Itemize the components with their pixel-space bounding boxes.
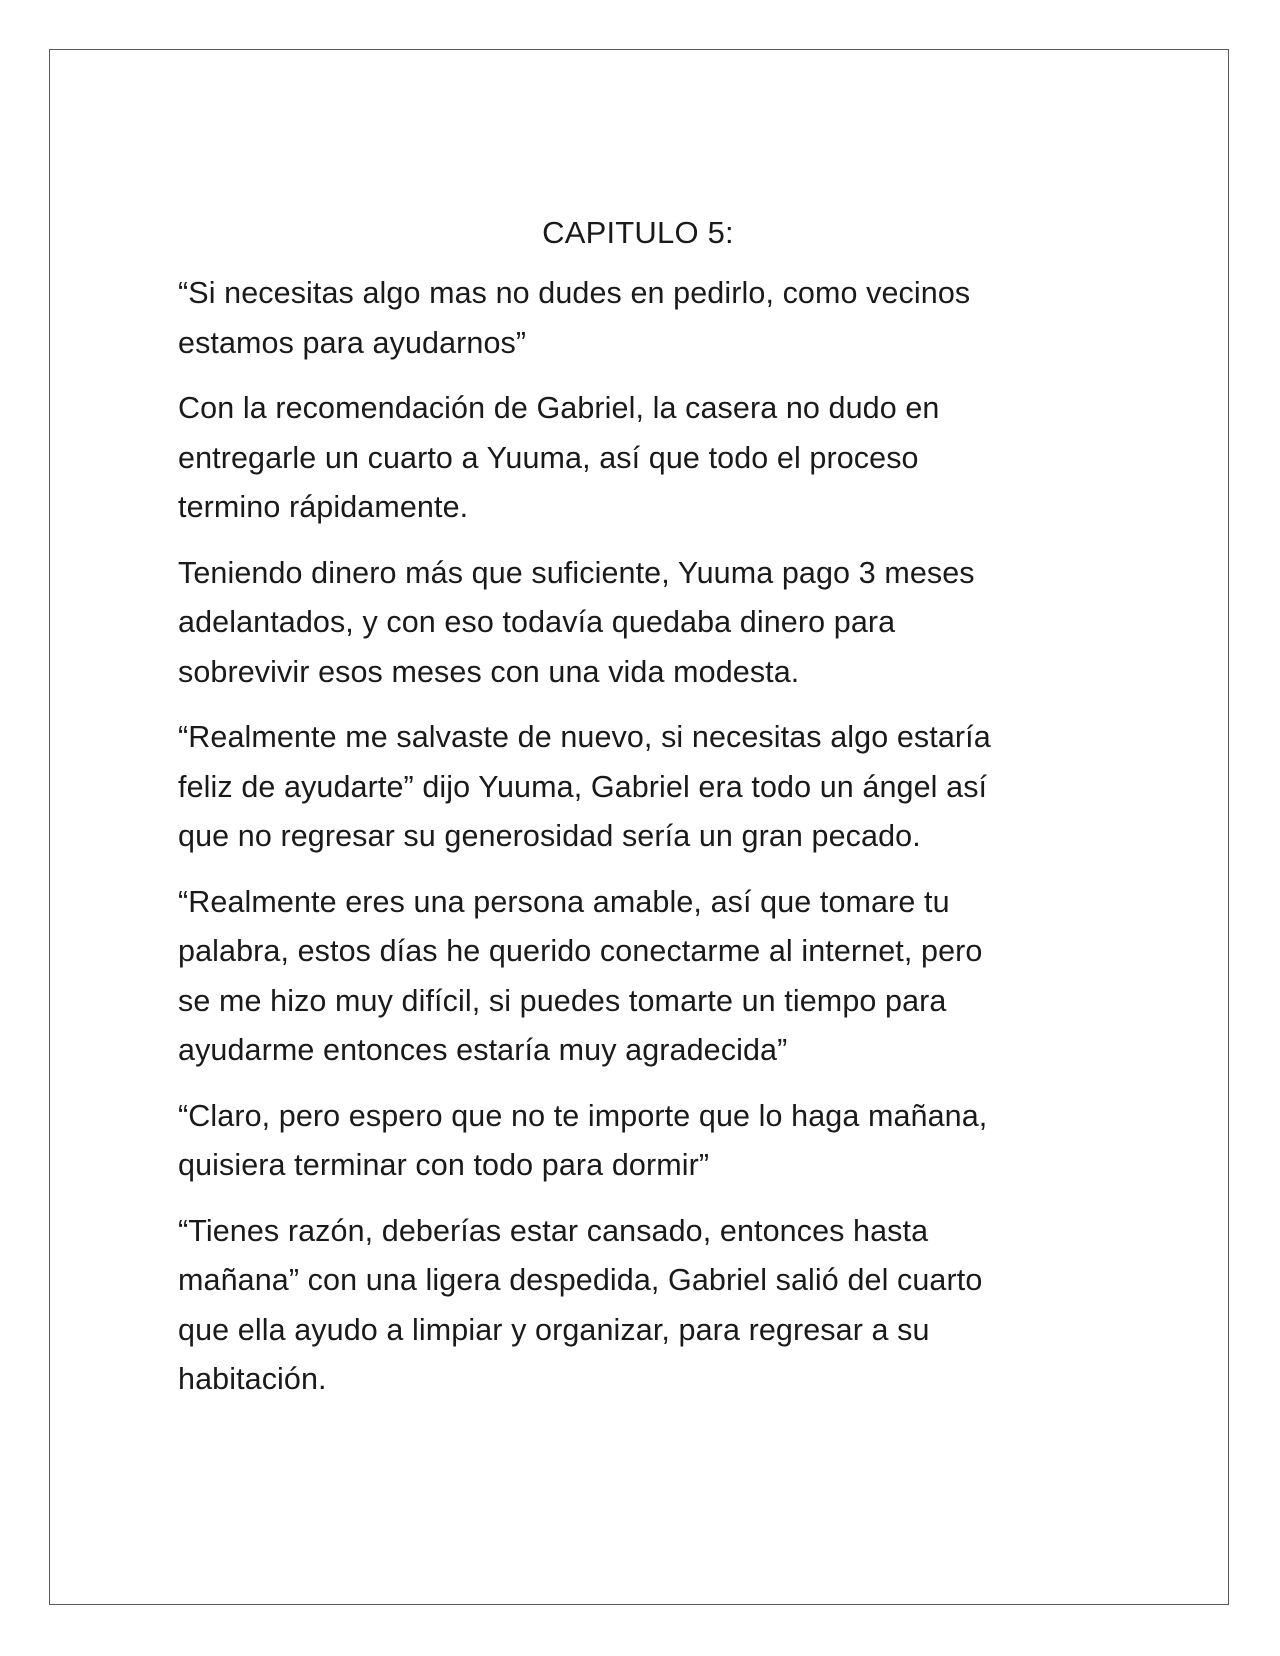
paragraph-4: “Realmente me salvaste de nuevo, si necesitas algo estaría feliz de ayudarte” dijo Yuuma, Gabriel era todo un ángel así que no regresar su generosidad sería un gran pecado. bbox=[178, 720, 991, 853]
paragraph-5: “Realmente eres una persona amable, así que tomare tu palabra, estos días he querido conectarme al internet, pero se me hizo muy difícil, si puedes tomarte un tiempo para ayudarme entonces estaría muy agradecida” bbox=[178, 884, 983, 1067]
chapter-title: CAPITULO 5: bbox=[542, 215, 734, 250]
paragraph-1: “Si necesitas algo mas no dudes en pedirlo, como vecinos estamos para ayudarnos” bbox=[178, 276, 971, 360]
paragraph-6: “Claro, pero espero que no te importe que lo haga mañana, quisiera terminar con todo para dormir” bbox=[178, 1098, 988, 1182]
paragraph-2: Con la recomendación de Gabriel, la casera no dudo en entregarle un cuarto a Yuuma, así que todo el proceso termino rápidamente. bbox=[178, 391, 940, 524]
document-body bbox=[178, 208, 1098, 1421]
paragraph-7: “Tienes razón, deberías estar cansado, entonces hasta mañana” con una ligera despedida, Gabriel salió del cuarto que ella ayudo a limpiar y organizar, para regresar a su habitación. bbox=[178, 1213, 983, 1396]
paragraph-3: Teniendo dinero más que suficiente, Yuuma pago 3 meses adelantados, y con eso todavía quedaba dinero para sobrevivir esos meses con una vida modesta. bbox=[178, 555, 975, 689]
